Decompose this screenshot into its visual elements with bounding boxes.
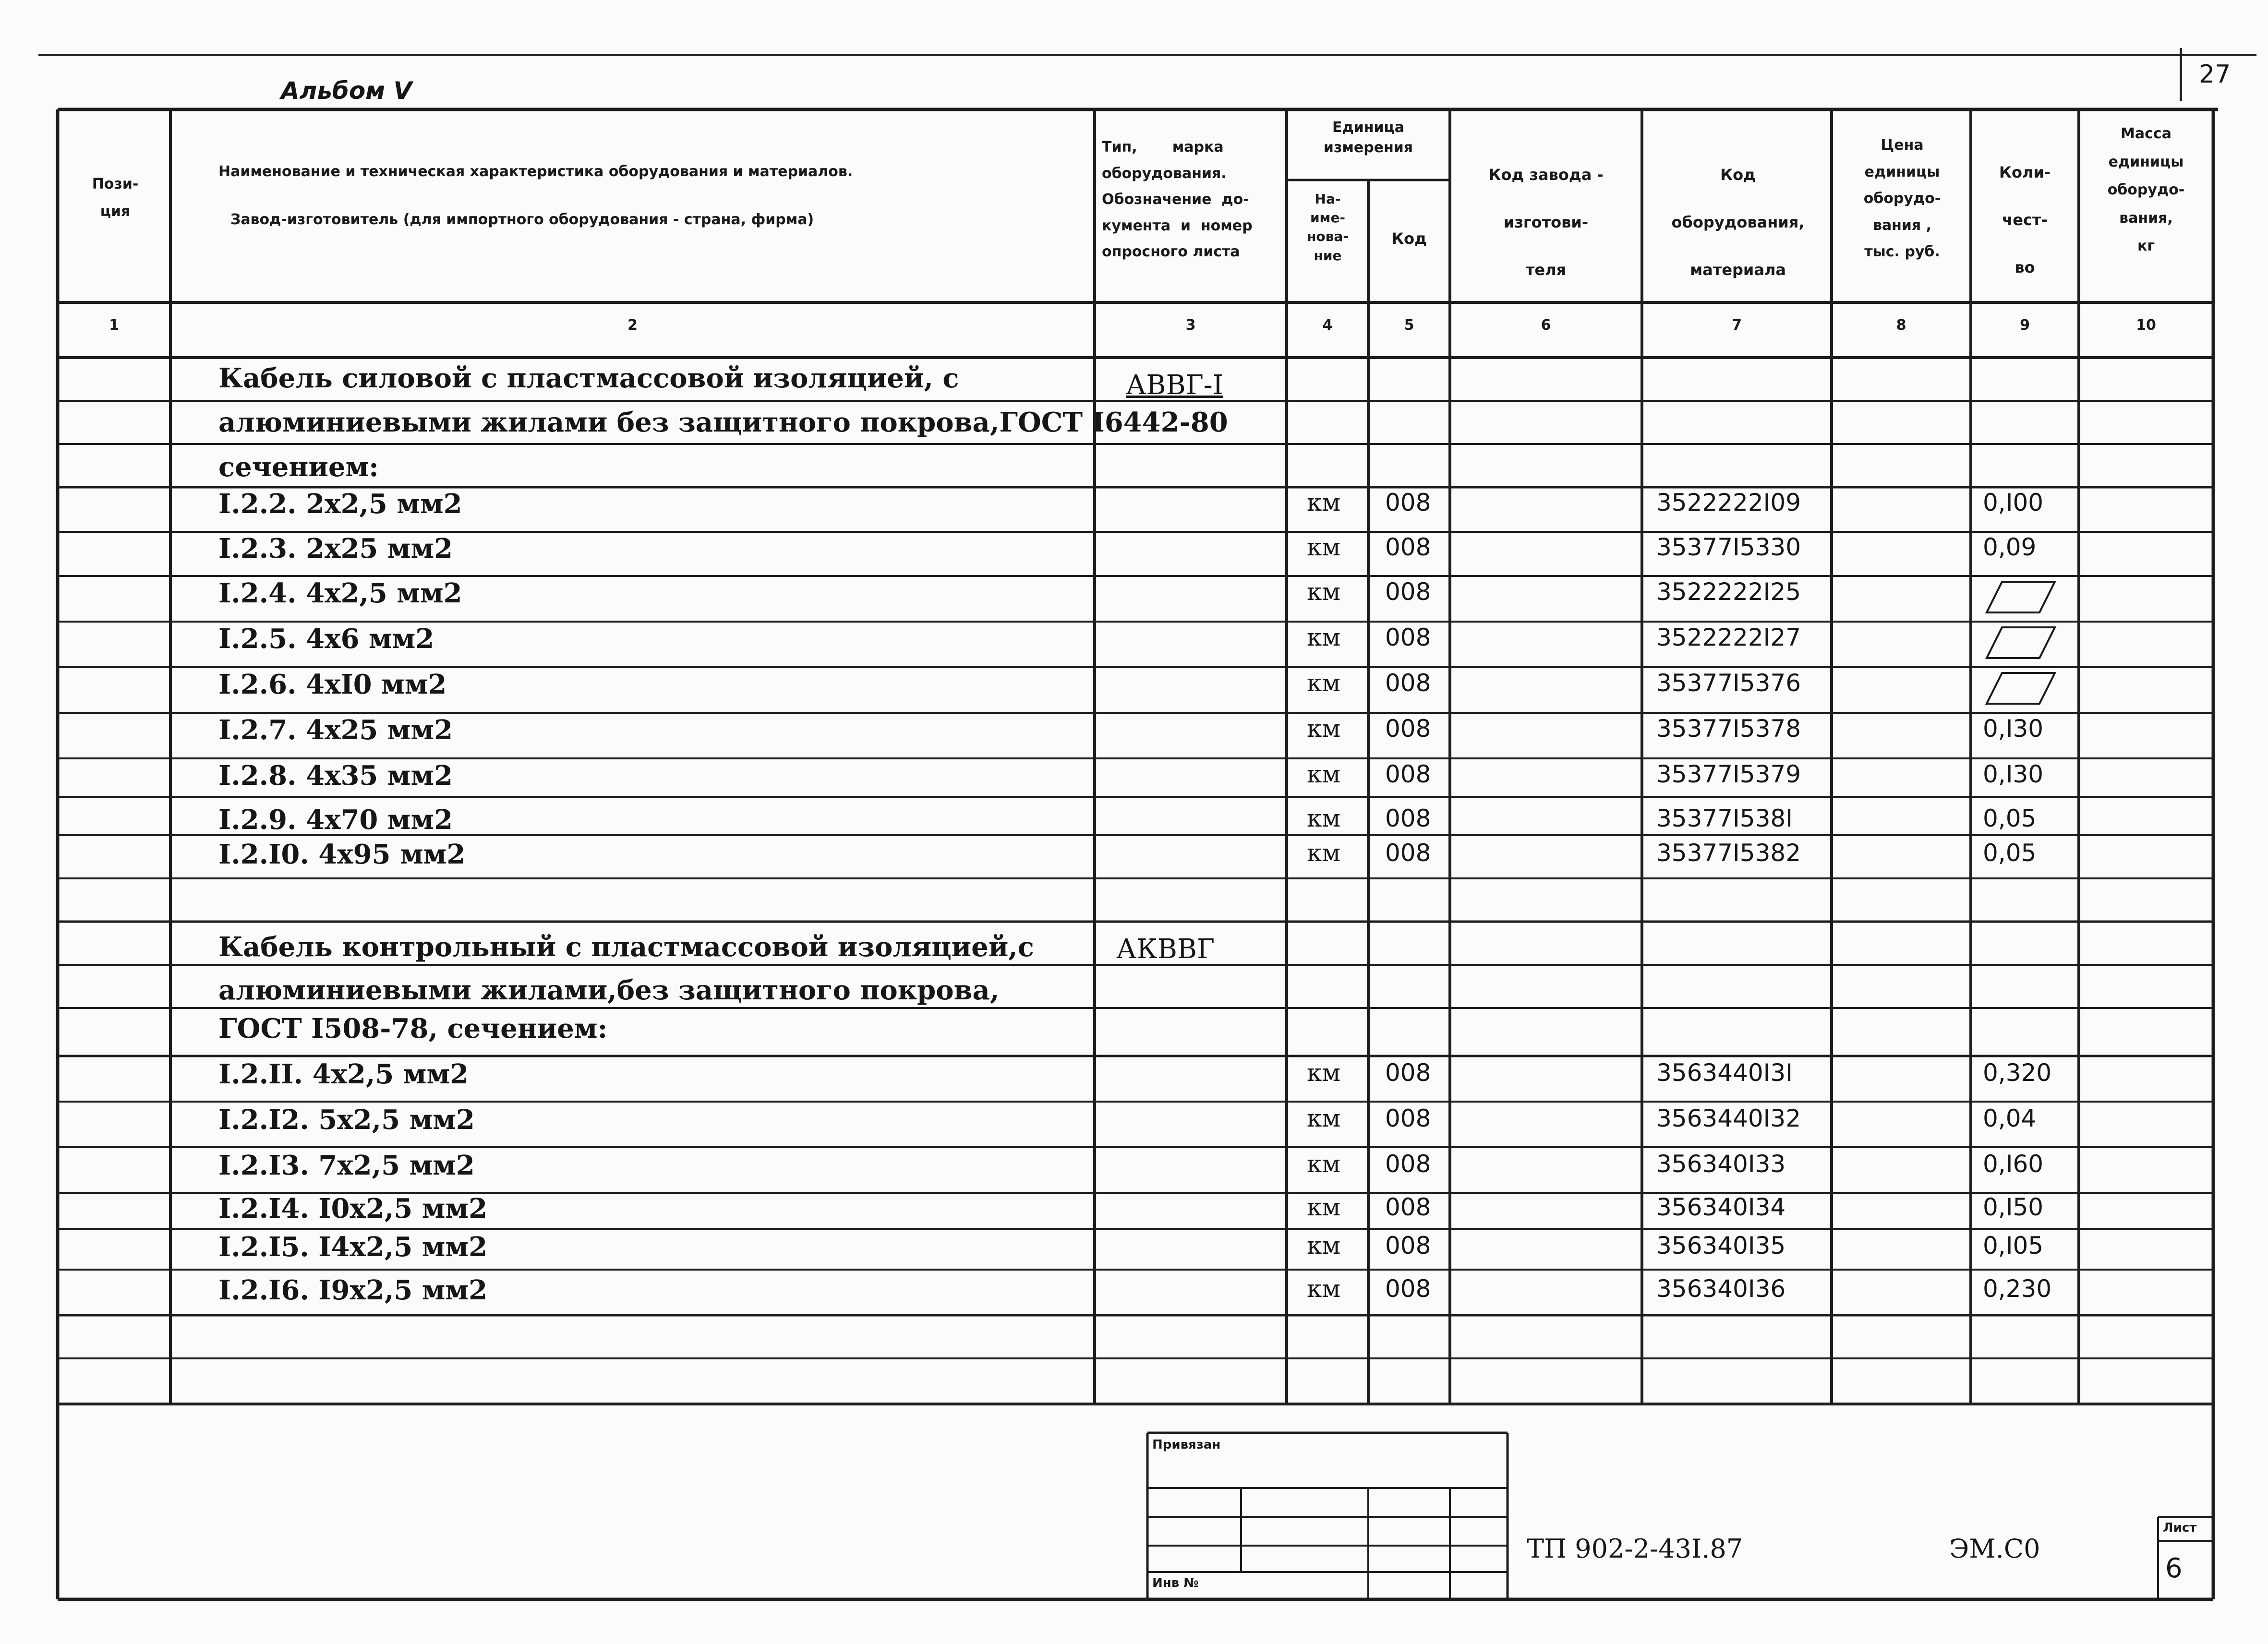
- item-unit: км: [1307, 1193, 1341, 1221]
- item-name: I.2.6. 4хI0 мм2: [218, 669, 447, 700]
- colnum-5: 5: [1404, 317, 1414, 334]
- item-material-code: 356340I35: [1656, 1232, 1786, 1260]
- item-unit: км: [1307, 489, 1341, 516]
- section1-title-line1: Кабель силовой с пластмассовой изоляцией, с: [218, 362, 959, 394]
- section1-title-line3: сечением:: [218, 451, 379, 483]
- item-unit: км: [1307, 804, 1341, 832]
- item-material-code: 3522222I27: [1656, 624, 1801, 651]
- item-name: I.2.3. 2х25 мм2: [218, 533, 453, 564]
- item-unit: км: [1307, 669, 1341, 697]
- item-name: I.2.9. 4х70 мм2: [218, 804, 453, 836]
- item-name: I.2.I2. 5х2,5 мм2: [218, 1104, 475, 1136]
- item-unit-code: 008: [1385, 1193, 1431, 1221]
- header-factory-code: Код завода - изготови- теля: [1488, 166, 1604, 279]
- item-material-code: 3522222I25: [1656, 578, 1801, 606]
- quantity-blank-mark: [1983, 669, 2060, 708]
- section2-title-line1: Кабель контрольный с пластмассовой изоляцией,с: [218, 931, 1034, 963]
- page-number: 27: [2199, 60, 2231, 89]
- item-quantity: 0,I30: [1983, 760, 2044, 788]
- item-unit: км: [1307, 760, 1341, 788]
- item-quantity: 0,320: [1983, 1059, 2052, 1087]
- item-unit-code: 008: [1385, 533, 1431, 561]
- item-unit-code: 008: [1385, 578, 1431, 606]
- item-unit-code: 008: [1385, 624, 1431, 651]
- item-material-code: 3563440I3I: [1656, 1059, 1793, 1087]
- item-quantity: 0,05: [1983, 839, 2037, 867]
- header-mass: Масса единицы оборудо- вания, кг: [2107, 125, 2185, 254]
- header-name-line2: Завод-изготовитель (для импортного оборудования - страна, фирма): [230, 211, 814, 228]
- quantity-blank-mark: [1983, 624, 2060, 662]
- item-material-code: 35377I5382: [1656, 839, 1801, 867]
- item-name: I.2.7. 4х25 мм2: [218, 714, 453, 746]
- item-unit-code: 008: [1385, 839, 1431, 867]
- item-quantity: 0,I50: [1983, 1193, 2044, 1221]
- item-quantity: 0,I60: [1983, 1150, 2044, 1178]
- item-unit-code: 008: [1385, 760, 1431, 788]
- item-unit: км: [1307, 533, 1341, 561]
- item-unit-code: 008: [1385, 1232, 1431, 1260]
- item-name: I.2.4. 4х2,5 мм2: [218, 577, 462, 609]
- item-unit: км: [1307, 1104, 1341, 1132]
- item-name: I.2.8. 4х35 мм2: [218, 760, 453, 792]
- item-unit: км: [1307, 839, 1341, 867]
- item-quantity: 0,230: [1983, 1275, 2052, 1303]
- item-unit-code: 008: [1385, 1275, 1431, 1303]
- section1-title-line2: алюминиевыми жилами без защитного покрова,ГОСТ I6442-80: [218, 407, 1228, 438]
- stamp-sheet-label: Лист: [2163, 1521, 2197, 1535]
- stamp-sheet-number: 6: [2165, 1553, 2183, 1584]
- item-material-code: 35377I538I: [1656, 804, 1793, 832]
- colnum-7: 7: [1732, 317, 1742, 334]
- header-name-line1: Наименование и техническая характеристика оборудования и материалов.: [218, 163, 853, 180]
- item-quantity: 0,I30: [1983, 715, 2044, 743]
- colnum-1: 1: [109, 317, 119, 334]
- item-name: I.2.II. 4х2,5 мм2: [218, 1058, 469, 1090]
- item-unit-code: 008: [1385, 1059, 1431, 1087]
- colnum-9: 9: [2020, 317, 2030, 334]
- section2-type: АКВВГ: [1116, 934, 1215, 965]
- item-quantity: 0,I00: [1983, 489, 2044, 516]
- colnum-10: 10: [2136, 317, 2156, 334]
- stamp-bound-label: Привязан: [1152, 1438, 1221, 1452]
- item-material-code: 356340I33: [1656, 1150, 1786, 1178]
- item-name: I.2.5. 4х6 мм2: [218, 623, 434, 655]
- item-material-code: 3563440I32: [1656, 1104, 1801, 1132]
- item-name: I.2.I5. I4х2,5 мм2: [218, 1231, 488, 1263]
- colnum-6: 6: [1541, 317, 1551, 334]
- item-unit-code: 008: [1385, 669, 1431, 697]
- item-unit: км: [1307, 1150, 1341, 1178]
- header-quantity: Коли- чест- во: [1999, 163, 2051, 277]
- item-name: I.2.I6. I9х2,5 мм2: [218, 1274, 488, 1306]
- header-position: Пози- ция: [92, 176, 139, 220]
- colnum-8: 8: [1896, 317, 1906, 334]
- item-material-code: 3522222I09: [1656, 489, 1801, 516]
- header-price: Цена единицы оборудо- вания , тыс. руб.: [1863, 137, 1941, 260]
- item-unit: км: [1307, 715, 1341, 743]
- colnum-4: 4: [1322, 317, 1333, 334]
- stamp-mark: ЭМ.С0: [1949, 1534, 2040, 1564]
- stamp-doc-code: ТП 902-2-43I.87: [1527, 1534, 1743, 1564]
- item-material-code: 35377I5330: [1656, 533, 1801, 561]
- item-material-code: 35377I5376: [1656, 669, 1801, 697]
- colnum-3: 3: [1185, 317, 1196, 334]
- album-label: Альбом Ⅴ: [281, 77, 412, 105]
- stamp-inv-label: Инв №: [1152, 1576, 1199, 1590]
- item-name: I.2.2. 2х2,5 мм2: [218, 488, 462, 520]
- item-quantity: 0,04: [1983, 1104, 2037, 1132]
- item-name: I.2.I4. I0х2,5 мм2: [218, 1193, 488, 1224]
- item-quantity: 0,09: [1983, 533, 2037, 561]
- header-unit-group: Единица измерения: [1323, 119, 1413, 156]
- item-unit-code: 008: [1385, 1104, 1431, 1132]
- item-material-code: 35377I5378: [1656, 715, 1801, 743]
- item-material-code: 356340I36: [1656, 1275, 1786, 1303]
- header-type: Тип, марка оборудования. Обозначение до- кумента и номер опросного листа: [1102, 139, 1253, 261]
- item-unit-code: 008: [1385, 715, 1431, 743]
- item-unit: км: [1307, 624, 1341, 651]
- item-unit-code: 008: [1385, 489, 1431, 516]
- item-unit-code: 008: [1385, 804, 1431, 832]
- item-quantity: 0,I05: [1983, 1232, 2044, 1260]
- item-unit: км: [1307, 1232, 1341, 1260]
- quantity-blank-mark: [1983, 578, 2060, 616]
- colnum-2: 2: [627, 317, 638, 334]
- header-material-code: Код оборудования, материала: [1671, 166, 1805, 279]
- item-quantity: 0,05: [1983, 804, 2037, 832]
- item-material-code: 35377I5379: [1656, 760, 1801, 788]
- section1-type: АВВГ-I: [1126, 370, 1223, 401]
- item-name: I.2.I0. 4х95 мм2: [218, 839, 466, 870]
- item-material-code: 356340I34: [1656, 1193, 1786, 1221]
- section2-title-line2: алюминиевыми жилами,без защитного покрова,: [218, 974, 1000, 1006]
- header-unit-code: Код: [1391, 229, 1427, 248]
- item-unit: км: [1307, 1275, 1341, 1303]
- item-unit: км: [1307, 578, 1341, 606]
- item-unit: км: [1307, 1059, 1341, 1087]
- section2-title-line3: ГОСТ I508-78, сечением:: [218, 1013, 608, 1044]
- item-unit-code: 008: [1385, 1150, 1431, 1178]
- header-unit-name: На- име- нова- ние: [1307, 191, 1349, 264]
- item-name: I.2.I3. 7х2,5 мм2: [218, 1150, 475, 1181]
